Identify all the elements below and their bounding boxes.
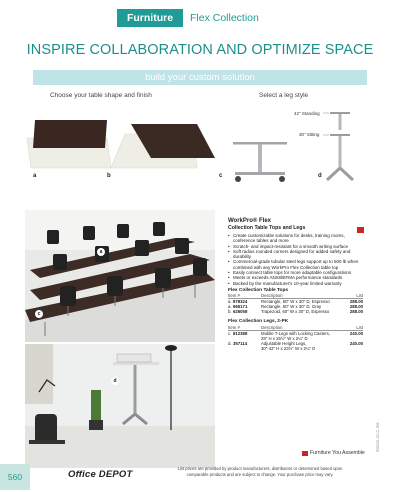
table-row: a. 965171 Rectangle, 60" W x 30" D, Gray 288.00 [228, 304, 363, 310]
product-details [228, 218, 363, 351]
disclaimer-line-2: comparable products and are subject to change. Your purchase price may vary. [186, 472, 334, 477]
photo-label-a: a [97, 248, 105, 256]
category-tab: Furniture [117, 9, 183, 27]
side-code-2: RS520-32-C [375, 429, 380, 452]
legs-table [228, 325, 363, 351]
col-item: Item # [228, 325, 261, 331]
table-row: b. 626058 Trapezoid, 60" W x 30" D, Espresso 288.00 [228, 309, 363, 315]
subcategory-label: Flex Collection [190, 12, 259, 24]
shape-caption: Choose your table shape and finish [50, 92, 152, 99]
adjustable-leg [323, 112, 353, 180]
leg-caption: Select a leg style [259, 92, 309, 99]
feature-item: • Soft radius rounded corners designed for added safety and durability [233, 249, 363, 260]
mobile-t-leg [233, 142, 287, 182]
tops-table [228, 293, 363, 314]
table-row: a. 878324 Rectangle, 60" W x 30" D, Espresso 288.00 [228, 299, 363, 305]
page-headline: INSPIRE COLLABORATION AND OPTIMIZE SPACE [26, 42, 374, 58]
table-top-swatches [25, 110, 215, 180]
page-number: 560 [0, 464, 30, 490]
product-subtitle: Collection Table Tops and Legs [228, 225, 306, 231]
photo-label-d: d [111, 377, 119, 385]
side-code: RS [375, 422, 380, 428]
disclaimer-line-1: List prices are provided by product manufacturers, distributors or determined based upon [177, 466, 343, 471]
swatch-letter-b: b [107, 173, 111, 179]
feature-item: • Easily connect table tops for more adaptable configurations [233, 270, 363, 275]
feature-item: • Scratch- and impact-resistant for a smooth writing surface [233, 244, 363, 249]
standing-height-label: 42" Standing [294, 111, 320, 116]
table-row: d. 357114 Adjustable Height Legs, 30"-42" H x 23½" W x 2¼" D 240.00 [228, 340, 363, 351]
col-description: Description [261, 293, 347, 299]
col-item: Item # [228, 293, 261, 299]
swatch-letter-d: d [318, 173, 322, 179]
swatch-letter-c: c [219, 173, 223, 179]
swatch-letter-a: a [33, 173, 37, 179]
training-room-photo [25, 210, 215, 342]
col-list: List [347, 325, 363, 331]
feature-item: • Backed by the manufacturer's 10-year limited warranty [233, 281, 363, 286]
tops-heading: Flex Collection Table Tops [228, 287, 289, 293]
banner: build your custom solution [33, 70, 367, 85]
assemble-icon [302, 451, 308, 456]
legs-heading: Flex Collection Legs, 2-PK [228, 319, 289, 325]
espresso-rectangle-top [33, 120, 107, 148]
brand-logo: Office DEPOT [68, 469, 133, 480]
photo-label-c: c [35, 310, 43, 318]
sitting-height-label: 30" Sitting [299, 132, 320, 137]
product-title: WorkPro® Flex [228, 218, 271, 224]
home-office-photo [25, 344, 215, 468]
table-row: c. 812388 Mobile T-Legs with Locking Casters, 29" H x 26½" W x 2¼" D 240.00 [228, 330, 363, 341]
feature-list [228, 233, 363, 286]
assemble-label: Furniture You Assemble [310, 450, 365, 456]
col-list: List [347, 293, 363, 299]
assemble-icon [357, 227, 364, 233]
feature-item: • Create customizable solutions for desks, training rooms, conference tables and more [233, 233, 363, 244]
feature-item: • Meets or exceeds ANSI/BIFMA performance standards [233, 275, 363, 280]
disclaimer [160, 466, 360, 478]
feature-item: • Commercial-grade tubular steel legs support up to 500 lb when combined with any WorkPro Flex Collection table top [233, 259, 363, 270]
col-description: Description [261, 325, 347, 331]
